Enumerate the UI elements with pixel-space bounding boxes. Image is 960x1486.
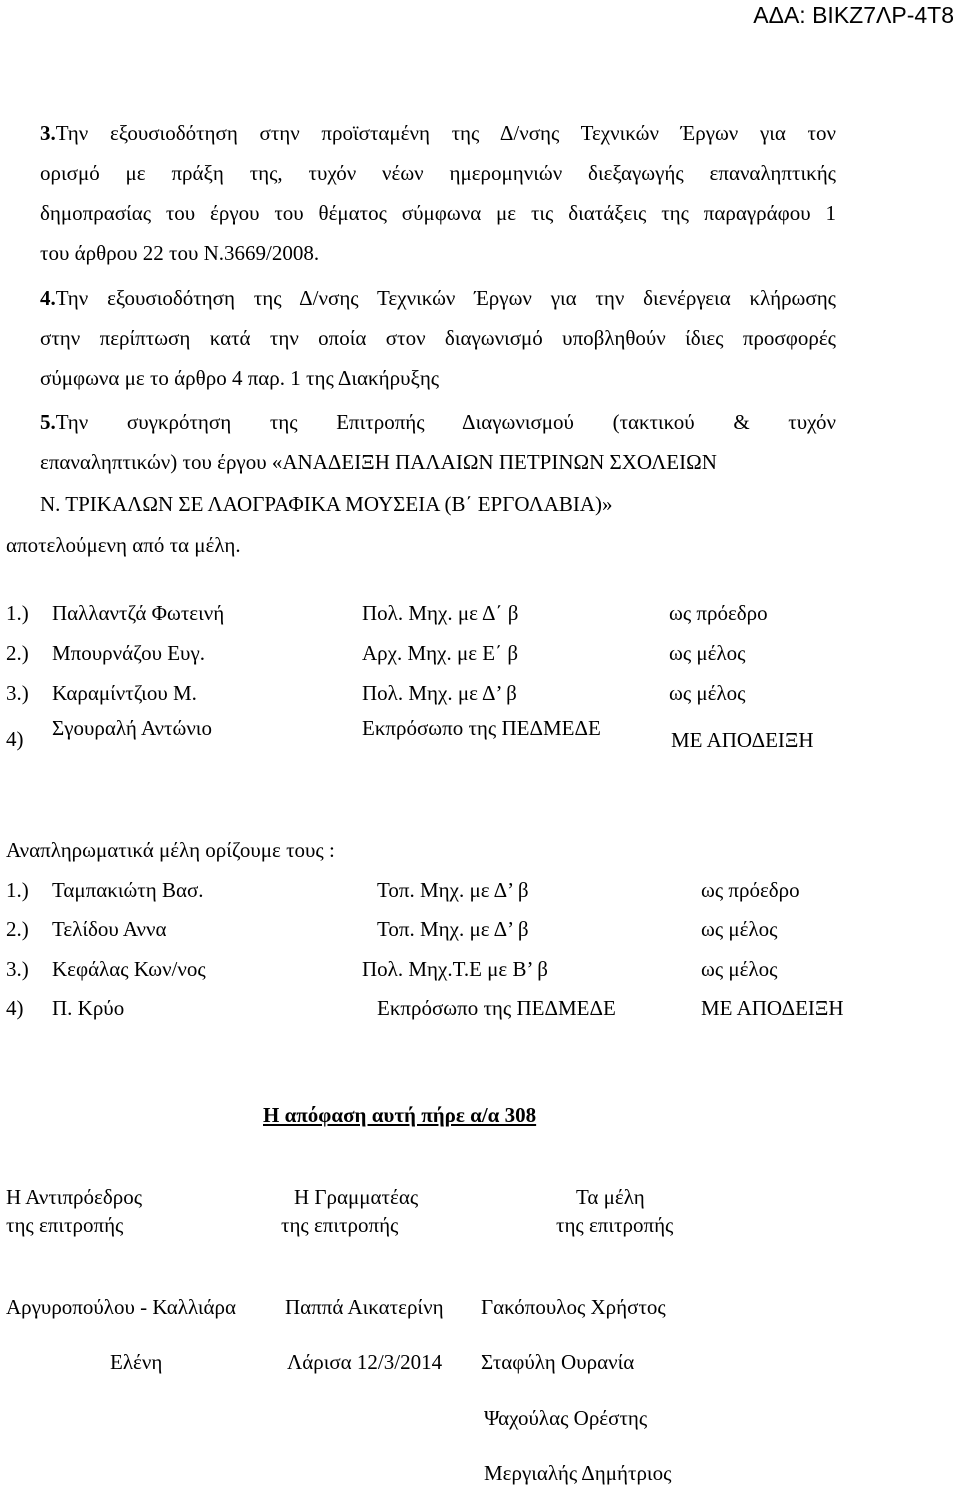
vice-chair-title: Η Αντιπρόεδρος	[6, 1185, 143, 1209]
paragraph-text: ορισμό με πράξη της, τυχόν νέων ημερομηνιών διεξαγωγής επαναληπτικής	[40, 161, 836, 185]
member-name: Μπουρνάζου Ευγ.	[52, 641, 205, 665]
member-role: ΜΕ ΑΠΟΔΕΙΞΗ	[701, 996, 844, 1020]
paragraph-text: αποτελούμενη από τα μέλη.	[6, 533, 241, 557]
paragraph-text: στην περίπτωση κατά την οποία στον διαγωνισμό υποβληθούν ίδιες προσφορές	[40, 326, 836, 350]
paragraph-text: Την συγκρότηση της Επιτροπής Διαγωνισμού (τακτικού & τυχόν	[55, 410, 836, 434]
member-role: ως πρόεδρο	[701, 878, 800, 902]
paragraph-text: του άρθρου 22 του Ν.3669/2008.	[40, 241, 320, 265]
member-role: ως μέλος	[701, 917, 778, 941]
vice-chair-title-line2: της επιτροπής	[6, 1213, 124, 1237]
member-signature-name: Ψαχούλας Ορέστης	[484, 1406, 648, 1430]
member-signature-name: Γακόπουλος Χρήστος	[481, 1295, 666, 1319]
member-name: Ταμπακιώτη Βασ.	[52, 878, 204, 902]
member-specialty: Πολ. Μηχ. με Δ’ β	[362, 681, 517, 705]
paragraph-text: Την εξουσιοδότηση στην προϊσταμένη της Δ/νσης Τεχνικών Έργων για τον	[55, 121, 836, 145]
member-specialty: Τοπ. Μηχ. με Δ’ β	[377, 917, 529, 941]
member-role: ως μέλος	[669, 681, 746, 705]
member-name: Σγουραλή Αντώνιο	[52, 716, 212, 740]
paragraph-text: Ν. ΤΡΙΚΑΛΩΝ ΣΕ ΛΑΟΓΡΑΦΙΚΑ ΜΟΥΣΕΙΑ (Β΄ ΕΡΓΟΛΑΒΙΑ)»	[40, 492, 613, 516]
member-specialty: Πολ. Μηχ.Τ.Ε με Β’ β	[362, 957, 548, 981]
paragraph-number: 5.	[40, 410, 56, 434]
member-specialty: Τοπ. Μηχ. με Δ’ β	[377, 878, 529, 902]
member-role: ως πρόεδρο	[669, 601, 768, 625]
paragraph-number: 4.	[40, 286, 56, 310]
member-number: 1.)	[6, 878, 29, 902]
member-role: ως μέλος	[669, 641, 746, 665]
member-role: ως μέλος	[701, 957, 778, 981]
member-signature-name: Μεργιαλής Δημήτριος	[484, 1461, 672, 1485]
member-specialty: Εκπρόσωπο της ΠΕΔΜΕΔΕ	[362, 716, 601, 740]
place-date: Λάρισα 12/3/2014	[287, 1350, 443, 1374]
member-number: 1.)	[6, 601, 29, 625]
secretary-title-line2: της επιτροπής	[281, 1213, 399, 1237]
member-number: 2.)	[6, 641, 29, 665]
member-role: ΜΕ ΑΠΟΔΕΙΞΗ	[671, 728, 814, 752]
vice-chair-name-line2: Ελένη	[110, 1350, 163, 1374]
paragraph-text: δημοπρασίας του έργου του θέματος σύμφωνα με τις διατάξεις της παραγράφου 1	[40, 201, 836, 225]
secretary-name: Παππά Αικατερίνη	[285, 1295, 444, 1319]
paragraph-text: Την εξουσιοδότηση της Δ/νσης Τεχνικών Έργων για την διενέργεια κλήρωσης	[55, 286, 836, 310]
member-signature-name: Σταφύλη Ουρανία	[481, 1350, 635, 1374]
member-name: Κεφάλας Κων/νος	[52, 957, 206, 981]
member-number: 3.)	[6, 681, 29, 705]
members-title-line2: της επιτροπής	[556, 1213, 674, 1237]
ada-code: ΑΔΑ: ΒΙΚΖ7ΛΡ-4Τ8	[753, 2, 954, 28]
member-specialty: Πολ. Μηχ. με Δ΄ β	[362, 601, 519, 625]
member-specialty: Εκπρόσωπο της ΠΕΔΜΕΔΕ	[377, 996, 616, 1020]
member-number: 4)	[6, 996, 24, 1020]
decision-title: Η απόφαση αυτή πήρε α/α 308	[263, 1103, 537, 1127]
paragraph-number: 3.	[40, 121, 56, 145]
secretary-title: Η Γραμματέας	[294, 1185, 419, 1209]
member-number: 4)	[6, 727, 24, 751]
alternates-heading: Αναπληρωματικά μέλη ορίζουμε τους :	[6, 838, 335, 862]
vice-chair-name: Αργυροπούλου - Καλλιάρα	[6, 1295, 237, 1319]
paragraph-text: επαναληπτικών) του έργου «ΑΝΑΔΕΙΞΗ ΠΑΛΑΙΩΝ ΠΕΤΡΙΝΩΝ ΣΧΟΛΕΙΩΝ	[40, 450, 717, 474]
member-number: 3.)	[6, 957, 29, 981]
member-specialty: Αρχ. Μηχ. με Ε΄ β	[362, 641, 519, 665]
member-name: Π. Κρύο	[52, 996, 125, 1020]
member-name: Καραμίντζιου Μ.	[52, 681, 197, 705]
member-name: Παλλαντζά Φωτεινή	[52, 601, 225, 625]
paragraph-text: σύμφωνα με το άρθρο 4 παρ. 1 της Διακήρυξης	[40, 366, 440, 390]
member-number: 2.)	[6, 917, 29, 941]
members-title: Τα μέλη	[576, 1185, 645, 1209]
member-name: Τελίδου Αννα	[52, 917, 167, 941]
